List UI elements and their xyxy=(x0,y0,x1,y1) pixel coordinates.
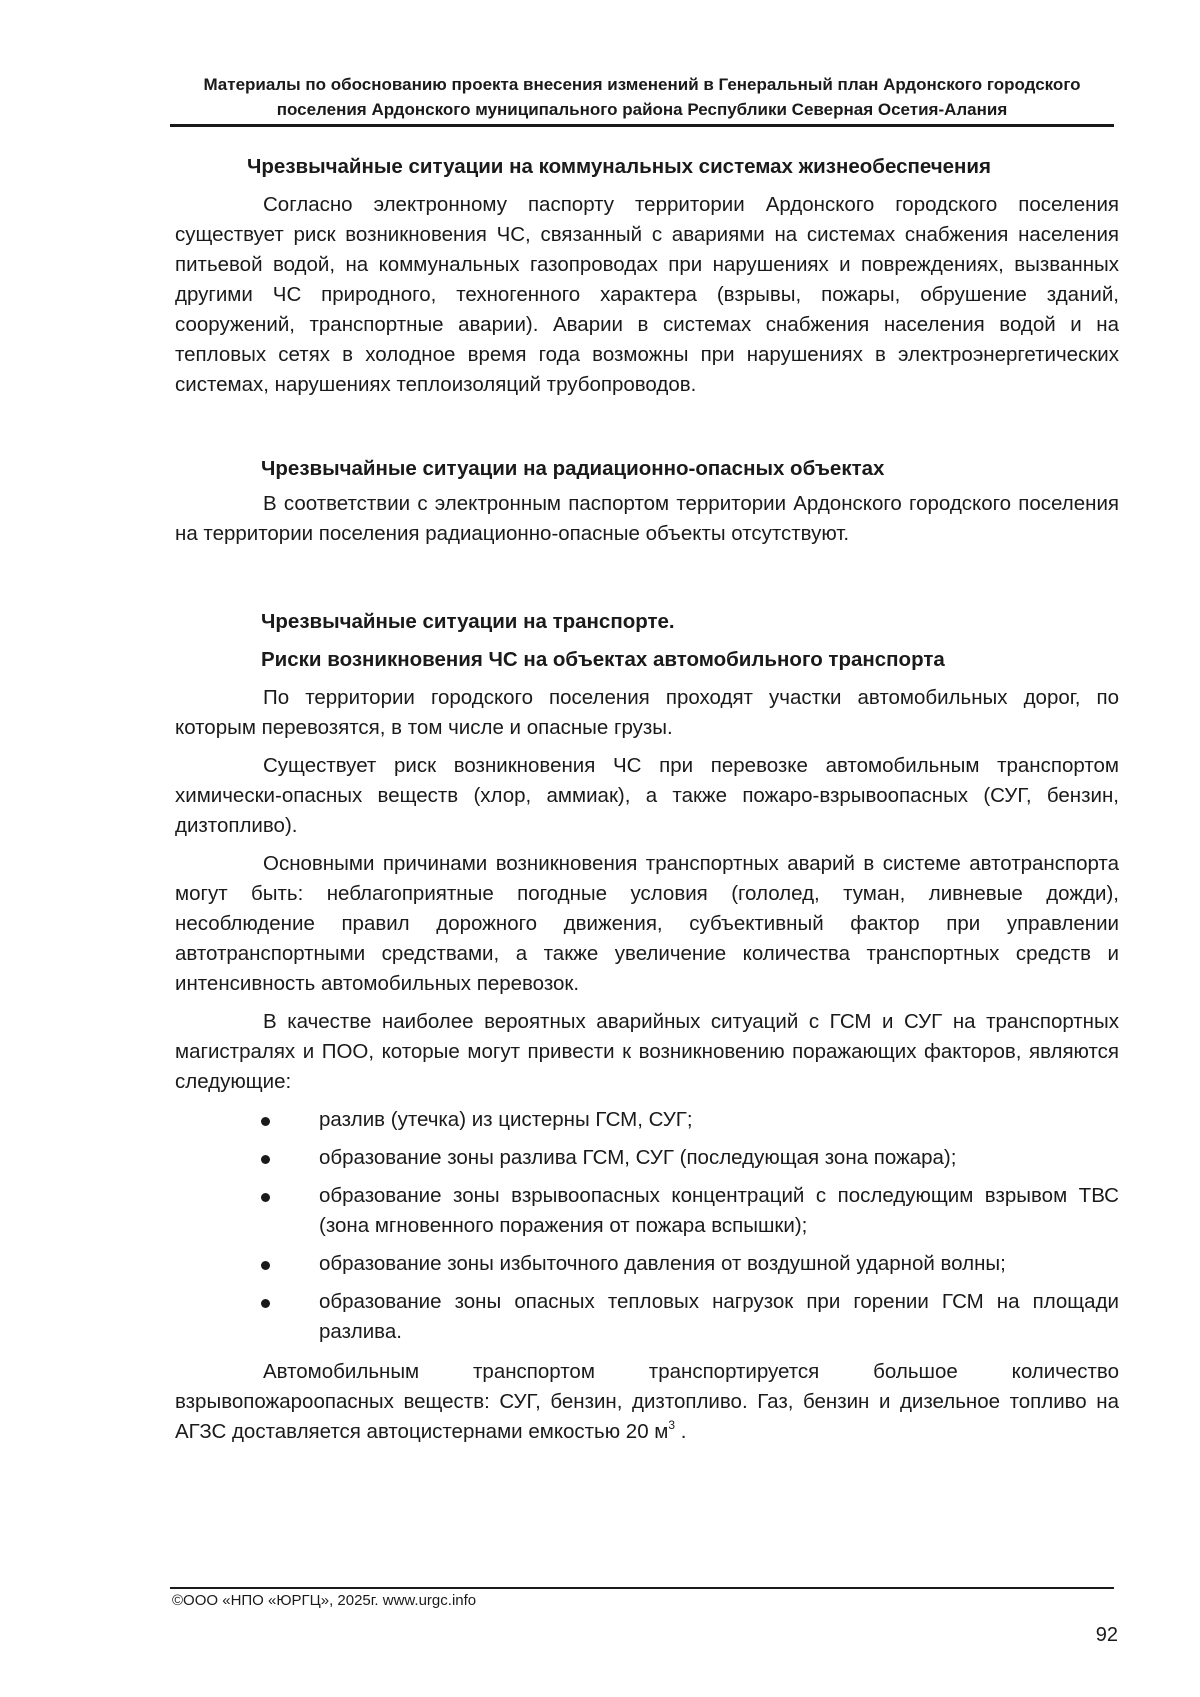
paragraph-transport-volume-text: Автомобильным транспортом транспортируется большое количество взрывопожароопасных веществ: СУГ, бензин, дизтопливо. Газ, бензин и дизельное топливо на АГЗС доставляется автоцистернами емкостью 20 м xyxy=(175,1360,1119,1443)
list-item: разлив (утечка) из цистерны ГСМ, СУГ; xyxy=(175,1105,1119,1135)
paragraph-transport-scenarios: В качестве наиболее вероятных аварийных ситуаций с ГСМ и СУГ на транспортных магистралях и ПОО, которые могут привести к возникновению поражающих факторов, являются следующие: xyxy=(175,1010,1119,1093)
header-line-2: поселения Ардонского муниципального района Республики Северная Осетия-Алания xyxy=(276,100,1008,119)
heading-transport: Чрезвычайные ситуации на транспорте. xyxy=(261,610,675,633)
list-item: образование зоны избыточного давления от воздушной ударной волны; xyxy=(175,1249,1119,1279)
heading-communal: Чрезвычайные ситуации на коммунальных системах жизнеобеспечения xyxy=(247,155,991,178)
list-item: образование зоны взрывоопасных концентраций с последующим взрывом ТВС (зона мгновенного поражения от пожара вспышки); xyxy=(175,1181,1119,1241)
paragraph-radiation: В соответствии с электронным паспортом территории Ардонского городского поселения на территории поселения радиационно-опасные объекты отсутствуют. xyxy=(175,492,1119,545)
bullet-icon xyxy=(261,1299,270,1308)
paragraph-communal: Согласно электронному паспорту территории Ардонского городского поселения существует риск возникновения ЧС, связанный с авариями на системах снабжения населения питьевой водой, на коммунальных газопроводах при нарушениях и повреждениях, вызванных другими ЧС природного, техногенного характера (взрывы, пожары, обрушение зданий, сооружений, транспортные аварии). Аварии в системах снабжения населения водой и на тепловых сетях в холодное время года возможны при нарушениях в электроэнергетических системах, нарушениях теплоизоляций трубопроводов. xyxy=(175,193,1119,396)
page-number: 92 xyxy=(1095,1624,1118,1646)
unit-superscript: 3 xyxy=(668,1418,676,1432)
bullet-icon xyxy=(261,1117,270,1126)
document-header xyxy=(170,72,1114,122)
list-item: образование зоны опасных тепловых нагрузок при горении ГСМ на площади разлива. xyxy=(175,1287,1119,1347)
footer-divider xyxy=(170,1587,1114,1589)
footer-copyright: ©ООО «НПО «ЮРГЦ», 2025г. www.urgc.info xyxy=(172,1592,477,1609)
document-body xyxy=(175,152,1119,1455)
header-divider xyxy=(170,124,1114,127)
paragraph-transport-causes: Основными причинами возникновения транспортных аварий в системе автотранспорта могут быть: неблагоприятные погодные условия (гололед, туман, ливневые дожди), несоблюдение правил дорожного движения, субъективный фактор при управлении автотранспортными средствами, а также увеличение количества транспортных средств и интенсивность автомобильных перевозок. xyxy=(175,852,1119,995)
bullet-icon xyxy=(261,1193,270,1202)
paragraph-transport-roads: По территории городского поселения проходят участки автомобильных дорог, по которым перевозятся, в том числе и опасные грузы. xyxy=(175,686,1119,739)
scenario-list xyxy=(175,1105,1119,1347)
paragraph-transport-risk: Существует риск возникновения ЧС при перевозке автомобильным транспортом химически-опасных веществ (хлор, аммиак), а также пожаро-взрывоопасных (СУГ, бензин, дизтопливо). xyxy=(175,754,1119,837)
heading-radiation: Чрезвычайные ситуации на радиационно-опасных объектах xyxy=(261,457,885,480)
subheading-road-transport-risks: Риски возникновения ЧС на объектах автомобильного транспорта xyxy=(261,648,945,671)
bullet-icon xyxy=(261,1261,270,1270)
list-item: образование зоны разлива ГСМ, СУГ (последующая зона пожара); xyxy=(175,1143,1119,1173)
header-line-1: Материалы по обоснованию проекта внесения изменений в Генеральный план Ардонского городского xyxy=(203,75,1081,94)
bullet-icon xyxy=(261,1155,270,1164)
paragraph-transport-volume xyxy=(175,1357,1119,1447)
paragraph-transport-volume-end: . xyxy=(675,1420,687,1443)
